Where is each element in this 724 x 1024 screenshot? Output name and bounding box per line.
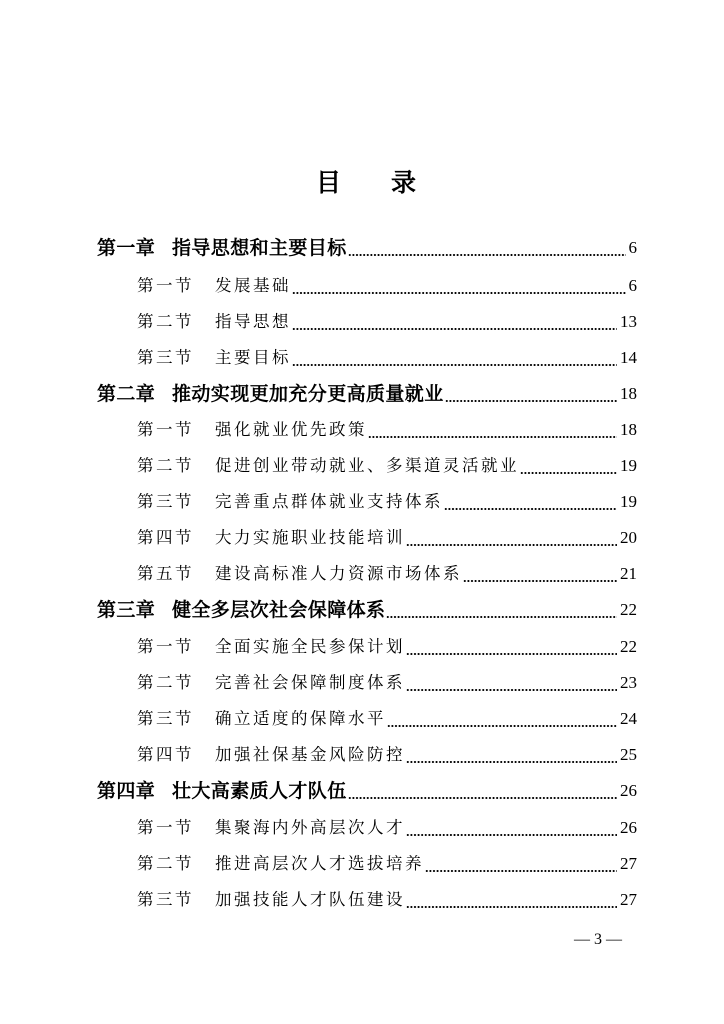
dot-leader [406,887,617,913]
toc-section-3-1 [137,634,637,660]
dot-leader [348,778,617,804]
toc-section-1-2 [137,309,637,335]
page-number: 23 [620,673,637,692]
page-number: 19 [620,456,637,475]
page-number: 18 [620,384,637,403]
page-number: 13 [620,312,637,331]
section-title: 完善重点群体就业支持体系 [215,492,443,511]
dot-leader [406,815,617,841]
page-number: 20 [620,528,637,547]
section-title: 加强社保基金风险防控 [215,745,405,764]
chapter-number: 第一章 [97,237,156,259]
toc-section-2-1 [137,417,637,443]
section-number: 第一节 [137,420,194,439]
dot-leader [368,417,617,443]
toc-section-4-2 [137,851,637,877]
toc-section-2-3 [137,489,637,515]
page-number: 18 [620,420,637,439]
page-number: 21 [620,564,637,583]
toc-section-1-1 [137,273,637,299]
section-number: 第二节 [137,673,194,692]
section-number: 第四节 [137,528,194,547]
page-number: 22 [620,637,637,656]
section-title: 加强技能人才队伍建设 [215,890,405,909]
toc-section-2-2 [137,453,637,479]
toc-title: 目 录 [315,168,416,197]
section-number: 第二节 [137,456,194,475]
section-title: 大力实施职业技能培训 [215,528,405,547]
chapter-title: 健全多层次社会保障体系 [172,599,386,621]
section-number: 第一节 [137,276,194,295]
section-title: 确立适度的保障水平 [215,709,386,728]
chapter-title: 推动实现更加充分更高质量就业 [172,383,444,405]
section-title: 建设高标准人力资源市场体系 [215,564,462,583]
dot-leader [425,851,617,877]
section-title: 完善社会保障制度体系 [215,673,405,692]
dot-leader [406,634,617,660]
page-number: 26 [620,818,637,837]
page-number: 26 [620,781,637,800]
section-number: 第五节 [137,564,194,583]
dot-leader [386,597,617,623]
toc-section-2-4 [137,525,637,551]
toc-section-3-4 [137,742,637,768]
toc-section-4-1 [137,815,637,841]
section-number: 第三节 [137,890,194,909]
section-title: 全面实施全民参保计划 [215,637,405,656]
toc-chapter-1 [97,235,637,261]
page-number: 6 [628,238,637,257]
page-number: 6 [628,276,637,295]
chapter-title: 指导思想和主要目标 [172,237,347,259]
section-title: 促进创业带动就业、多渠道灵活就业 [215,456,519,475]
section-number: 第三节 [137,709,194,728]
page-number: 25 [620,745,637,764]
section-title: 主要目标 [215,348,291,367]
section-title: 指导思想 [215,312,291,331]
page-number: 19 [620,492,637,511]
section-number: 第二节 [137,854,194,873]
page-number: 27 [620,854,637,873]
section-title: 强化就业优先政策 [215,420,367,439]
toc-section-3-2 [137,670,637,696]
chapter-number: 第四章 [97,780,156,802]
toc-section-1-3 [137,345,637,371]
toc-chapter-4 [97,778,637,804]
dot-leader [406,670,617,696]
section-number: 第一节 [137,818,194,837]
page-number: 22 [620,600,637,619]
dot-leader [292,273,626,299]
dot-leader [292,309,617,335]
section-number: 第一节 [137,637,194,656]
dot-leader [520,453,617,479]
dot-leader [292,345,617,371]
section-number: 第三节 [137,492,194,511]
section-title: 集聚海内外高层次人才 [215,818,405,837]
chapter-title: 壮大高素质人才队伍 [172,780,347,802]
dot-leader [406,742,617,768]
toc-section-2-5 [137,561,637,587]
dot-leader [348,235,626,261]
page-number: 24 [620,709,637,728]
section-title: 推进高层次人才选拔培养 [215,854,424,873]
dot-leader [445,381,617,407]
chapter-number: 第三章 [97,599,156,621]
page-number: 14 [620,348,637,367]
page-footer-number: — 3 — [574,931,622,948]
section-title: 发展基础 [215,276,291,295]
dot-leader [387,706,617,732]
toc-chapter-3 [97,597,637,623]
section-number: 第二节 [137,312,194,331]
toc-chapter-2 [97,381,637,407]
dot-leader [406,525,617,551]
page-number: 27 [620,890,637,909]
chapter-number: 第二章 [97,383,156,405]
toc-section-3-3 [137,706,637,732]
dot-leader [463,561,617,587]
toc-section-4-3 [137,887,637,913]
section-number: 第三节 [137,348,194,367]
section-number: 第四节 [137,745,194,764]
dot-leader [444,489,617,515]
